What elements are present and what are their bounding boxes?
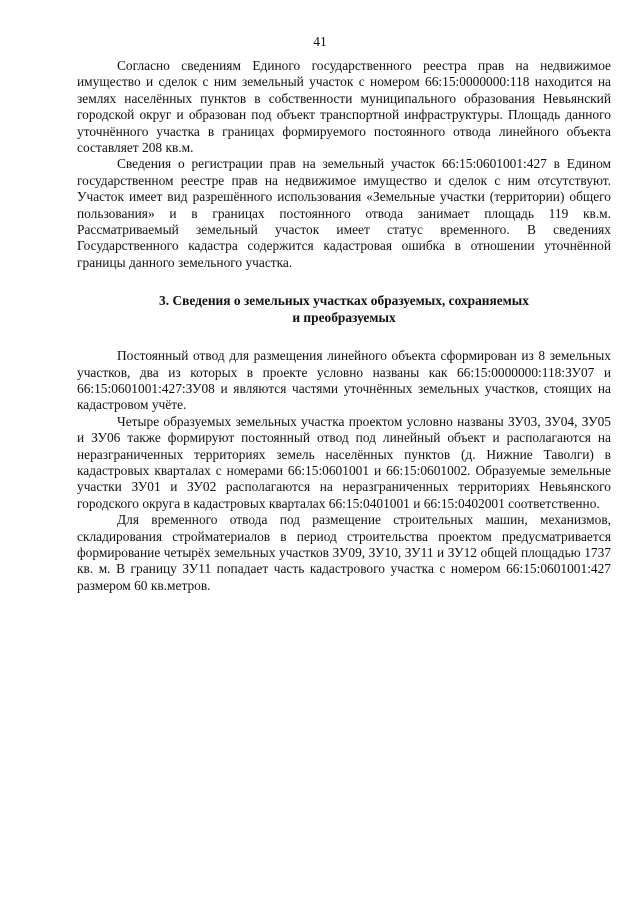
paragraph-permanent-allotment: Постоянный отвод для размещения линейного объекта сформирован из 8 земельных участков, два из которых в проекте условно названы как 66:15:0000000:118:ЗУ07 и 66:15:0601001:427:ЗУ08 и являются частями уточнённых земельных участков, стоящих на кадастровом учёте. — [77, 348, 611, 413]
paragraph-registration-427: Сведения о регистрации прав на земельный участок 66:15:0601001:427 в Едином государственном реестре прав на недвижимое имущество и сделок с ним отсутствуют. Участок имеет вид разрешённого использования «Земельные участки (территории) общего пользования» и в границах постоянного отвода занимает площадь 119 кв.м. Рассматриваемый земельный участок имеет статус временного. В сведениях Государственного кадастра содержится кадастровая ошибка в отношении уточнённой границы данного земельного участка. — [77, 156, 611, 270]
document-body — [77, 58, 611, 594]
section-heading-line-1: 3. Сведения о земельных участках образуемых, сохраняемых — [159, 293, 529, 309]
section-heading — [77, 293, 611, 326]
section-heading-line-2: и преобразуемых — [292, 309, 396, 325]
paragraph-egrp-118: Согласно сведениям Единого государственного реестра прав на недвижимое имущество и сделок с ним земельный участок с номером 66:15:0000000:118 находится на землях населённых пунктов в собственности муниципального образования Невьянский городской округ и образован под объект транспортной инфраструктуры. Площадь данного уточнённого участка в границах формируемого постоянного отвода линейного объекта составляет 208 кв.м. — [77, 58, 611, 156]
page-number: 41 — [313, 34, 327, 49]
paragraph-temporary-allotment: Для временного отвода под размещение строительных машин, механизмов, складирования стройматериалов в период строительства проектом предусматривается формирование четырёх земельных участков ЗУ09, ЗУ10, ЗУ11 и ЗУ12 общей площадью 1737 кв. м. В границу ЗУ11 попадает часть кадастрового участка с номером 66:15:0601001:427 размером 60 кв.метров. — [77, 512, 611, 593]
paragraph-four-plots: Четыре образуемых земельных участка проектом условно названы ЗУ03, ЗУ04, ЗУ05 и ЗУ06 также формируют постоянный отвод под линейный объект и располагаются на неразграниченных территориях земель населённых пунктов (д. Нижние Таволги) в кадастровых кварталах с номерами 66:15:0601001 и 66:15:0601002. Образуемые земельные участки ЗУ01 и ЗУ02 располагаются на неразграниченных территориях Невьянского городского округа в кадастровых кварталах 66:15:0401001 и 66:15:0402001 соответственно. — [77, 413, 611, 511]
